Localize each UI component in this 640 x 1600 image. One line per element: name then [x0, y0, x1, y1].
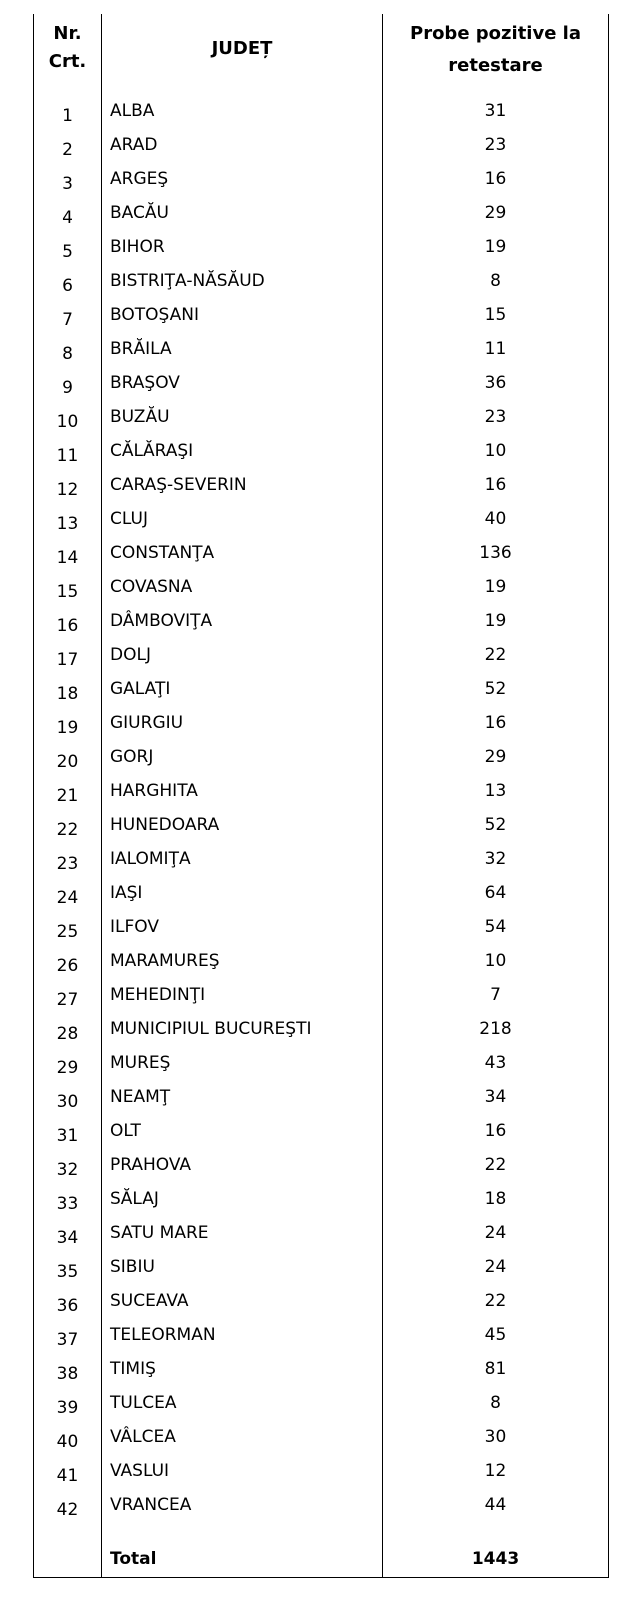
- row-number: 5: [62, 242, 73, 262]
- row-number: 39: [56, 1398, 79, 1418]
- row-number: 3: [62, 174, 73, 194]
- row-number: 20: [56, 752, 79, 772]
- row-judet: DOLJ: [110, 645, 151, 665]
- table-row: [34, 1420, 608, 1454]
- row-judet: VRANCEA: [110, 1495, 192, 1515]
- row-value: 24: [484, 1257, 507, 1277]
- table-row: [34, 128, 608, 162]
- row-judet: MUREŞ: [110, 1053, 171, 1073]
- table-row: [34, 400, 608, 434]
- row-number: 38: [56, 1364, 79, 1384]
- row-value: 54: [484, 917, 507, 937]
- table-row: [34, 1080, 608, 1114]
- row-value: 22: [484, 1155, 507, 1175]
- table-row: [34, 774, 608, 808]
- table-row: [34, 910, 608, 944]
- table-row: [34, 570, 608, 604]
- row-judet: BRAŞOV: [110, 373, 180, 393]
- row-value: 10: [484, 441, 507, 461]
- row-judet: IALOMIŢA: [110, 849, 191, 869]
- results-table: [33, 14, 609, 1578]
- table-row: [34, 1454, 608, 1488]
- row-number: 27: [56, 990, 79, 1010]
- row-value: 22: [484, 645, 507, 665]
- header-nr-crt: [34, 20, 101, 76]
- row-judet: BACĂU: [110, 203, 169, 223]
- header-judet: JUDEȚ: [211, 38, 273, 59]
- table-row: [34, 434, 608, 468]
- row-judet: VASLUI: [110, 1461, 170, 1481]
- table-row: [34, 1114, 608, 1148]
- row-judet: DÂMBOVIŢA: [110, 611, 213, 631]
- row-number: 28: [56, 1024, 79, 1044]
- row-number: 15: [56, 582, 79, 602]
- row-judet: BUZĂU: [110, 407, 170, 427]
- row-value: 12: [484, 1461, 507, 1481]
- row-value: 29: [484, 747, 507, 767]
- row-judet: OLT: [110, 1121, 141, 1141]
- row-number: 23: [56, 854, 79, 874]
- row-value: 10: [484, 951, 507, 971]
- row-value: 15: [484, 305, 507, 325]
- table-row: [34, 1250, 608, 1284]
- table-row: [34, 604, 608, 638]
- row-number: 30: [56, 1092, 79, 1112]
- header-probe-pozitive: [383, 18, 608, 82]
- header-nr-line1: Nr.: [53, 23, 82, 44]
- row-value: 34: [484, 1087, 507, 1107]
- row-value: 31: [484, 101, 507, 121]
- row-number: 31: [56, 1126, 79, 1146]
- row-number: 13: [56, 514, 79, 534]
- row-value: 40: [484, 509, 507, 529]
- row-number: 33: [56, 1194, 79, 1214]
- table-row: [34, 162, 608, 196]
- table-row: [34, 366, 608, 400]
- row-value: 8: [490, 271, 501, 291]
- row-number: 41: [56, 1466, 79, 1486]
- row-judet: HARGHITA: [110, 781, 198, 801]
- table-row: [34, 1488, 608, 1522]
- row-value: 52: [484, 815, 507, 835]
- table-row: [34, 468, 608, 502]
- row-judet: IAŞI: [110, 883, 143, 903]
- row-value: 32: [484, 849, 507, 869]
- table-row: [34, 298, 608, 332]
- row-value: 7: [490, 985, 501, 1005]
- row-number: 22: [56, 820, 79, 840]
- row-judet: HUNEDOARA: [110, 815, 220, 835]
- table-row: [34, 1182, 608, 1216]
- row-judet: MARAMUREŞ: [110, 951, 220, 971]
- header-nr-line2: Crt.: [48, 51, 87, 72]
- row-judet: SATU MARE: [110, 1223, 209, 1243]
- table-row: [34, 978, 608, 1012]
- row-judet: SIBIU: [110, 1257, 155, 1277]
- row-value: 23: [484, 407, 507, 427]
- row-value: 23: [484, 135, 507, 155]
- row-judet: NEAMŢ: [110, 1087, 171, 1107]
- row-value: 19: [484, 237, 507, 257]
- row-value: 24: [484, 1223, 507, 1243]
- table-row: [34, 808, 608, 842]
- table-row: [34, 230, 608, 264]
- row-number: 35: [56, 1262, 79, 1282]
- row-number: 7: [62, 310, 73, 330]
- table-row: [34, 672, 608, 706]
- table-row: [34, 876, 608, 910]
- table-row: [34, 1012, 608, 1046]
- row-value: 29: [484, 203, 507, 223]
- total-label: Total: [110, 1549, 157, 1569]
- row-value: 13: [484, 781, 507, 801]
- table-row: [34, 332, 608, 366]
- row-judet: CLUJ: [110, 509, 148, 529]
- row-value: 19: [484, 577, 507, 597]
- row-judet: BISTRIŢA-NĂSĂUD: [110, 271, 265, 291]
- row-number: 9: [62, 378, 73, 398]
- row-number: 42: [56, 1500, 79, 1520]
- row-number: 37: [56, 1330, 79, 1350]
- row-number: 40: [56, 1432, 79, 1452]
- row-value: 81: [484, 1359, 507, 1379]
- row-judet: MEHEDINŢI: [110, 985, 206, 1005]
- row-judet: CĂLĂRAŞI: [110, 441, 194, 461]
- row-judet: CARAŞ-SEVERIN: [110, 475, 247, 495]
- row-number: 4: [62, 208, 73, 228]
- row-number: 26: [56, 956, 79, 976]
- table-header: [34, 14, 608, 86]
- row-value: 11: [484, 339, 507, 359]
- row-value: 8: [490, 1393, 501, 1413]
- table-row: [34, 1318, 608, 1352]
- table-row: [34, 196, 608, 230]
- row-number: 29: [56, 1058, 79, 1078]
- row-number: 14: [56, 548, 79, 568]
- table-row: [34, 502, 608, 536]
- row-judet: BIHOR: [110, 237, 165, 257]
- table-row: [34, 842, 608, 876]
- row-value: 36: [484, 373, 507, 393]
- row-judet: CONSTANŢA: [110, 543, 215, 563]
- table-row: [34, 1148, 608, 1182]
- row-judet: ARAD: [110, 135, 158, 155]
- row-number: 8: [62, 344, 73, 364]
- row-judet: ARGEŞ: [110, 169, 169, 189]
- table-row: [34, 1216, 608, 1250]
- row-value: 18: [484, 1189, 507, 1209]
- row-judet: TIMIŞ: [110, 1359, 156, 1379]
- row-value: 16: [484, 713, 507, 733]
- header-value-line1: Probe pozitive la: [410, 23, 581, 44]
- row-number: 1: [62, 106, 73, 126]
- table-row: [34, 94, 608, 128]
- row-judet: VÂLCEA: [110, 1427, 176, 1447]
- row-number: 25: [56, 922, 79, 942]
- row-number: 16: [56, 616, 79, 636]
- row-number: 10: [56, 412, 79, 432]
- row-judet: TULCEA: [110, 1393, 177, 1413]
- row-judet: COVASNA: [110, 577, 193, 597]
- table-row: [34, 1352, 608, 1386]
- row-number: 34: [56, 1228, 79, 1248]
- row-number: 32: [56, 1160, 79, 1180]
- row-value: 136: [479, 543, 512, 563]
- row-judet: MUNICIPIUL BUCUREŞTI: [110, 1019, 312, 1039]
- row-number: 21: [56, 786, 79, 806]
- row-judet: ILFOV: [110, 917, 159, 937]
- table-row: [34, 1386, 608, 1420]
- total-row: [34, 1542, 608, 1576]
- row-judet: GIURGIU: [110, 713, 184, 733]
- table-row: [34, 638, 608, 672]
- row-number: 12: [56, 480, 79, 500]
- row-judet: ALBA: [110, 101, 155, 121]
- row-value: 16: [484, 169, 507, 189]
- table-row: [34, 740, 608, 774]
- row-value: 218: [479, 1019, 512, 1039]
- row-number: 36: [56, 1296, 79, 1316]
- table-row: [34, 536, 608, 570]
- row-judet: GALAŢI: [110, 679, 171, 699]
- row-judet: TELEORMAN: [110, 1325, 216, 1345]
- row-judet: BOTOŞANI: [110, 305, 199, 325]
- row-number: 17: [56, 650, 79, 670]
- row-number: 19: [56, 718, 79, 738]
- row-judet: SUCEAVA: [110, 1291, 189, 1311]
- row-value: 19: [484, 611, 507, 631]
- row-value: 30: [484, 1427, 507, 1447]
- row-number: 2: [62, 140, 73, 160]
- table-row: [34, 1284, 608, 1318]
- row-judet: SĂLAJ: [110, 1189, 159, 1209]
- row-value: 22: [484, 1291, 507, 1311]
- row-value: 16: [484, 475, 507, 495]
- row-value: 64: [484, 883, 507, 903]
- row-number: 11: [56, 446, 79, 466]
- table-row: [34, 1046, 608, 1080]
- table-row: [34, 264, 608, 298]
- row-number: 18: [56, 684, 79, 704]
- row-number: 24: [56, 888, 79, 908]
- total-value: 1443: [471, 1549, 520, 1569]
- row-value: 44: [484, 1495, 507, 1515]
- row-judet: PRAHOVA: [110, 1155, 192, 1175]
- row-value: 52: [484, 679, 507, 699]
- header-value-line2: retestare: [448, 55, 543, 76]
- row-judet: GORJ: [110, 747, 154, 767]
- table-row: [34, 706, 608, 740]
- row-value: 16: [484, 1121, 507, 1141]
- row-value: 43: [484, 1053, 507, 1073]
- row-number: 6: [62, 276, 73, 296]
- table-row: [34, 944, 608, 978]
- row-value: 45: [484, 1325, 507, 1345]
- row-judet: BRĂILA: [110, 339, 172, 359]
